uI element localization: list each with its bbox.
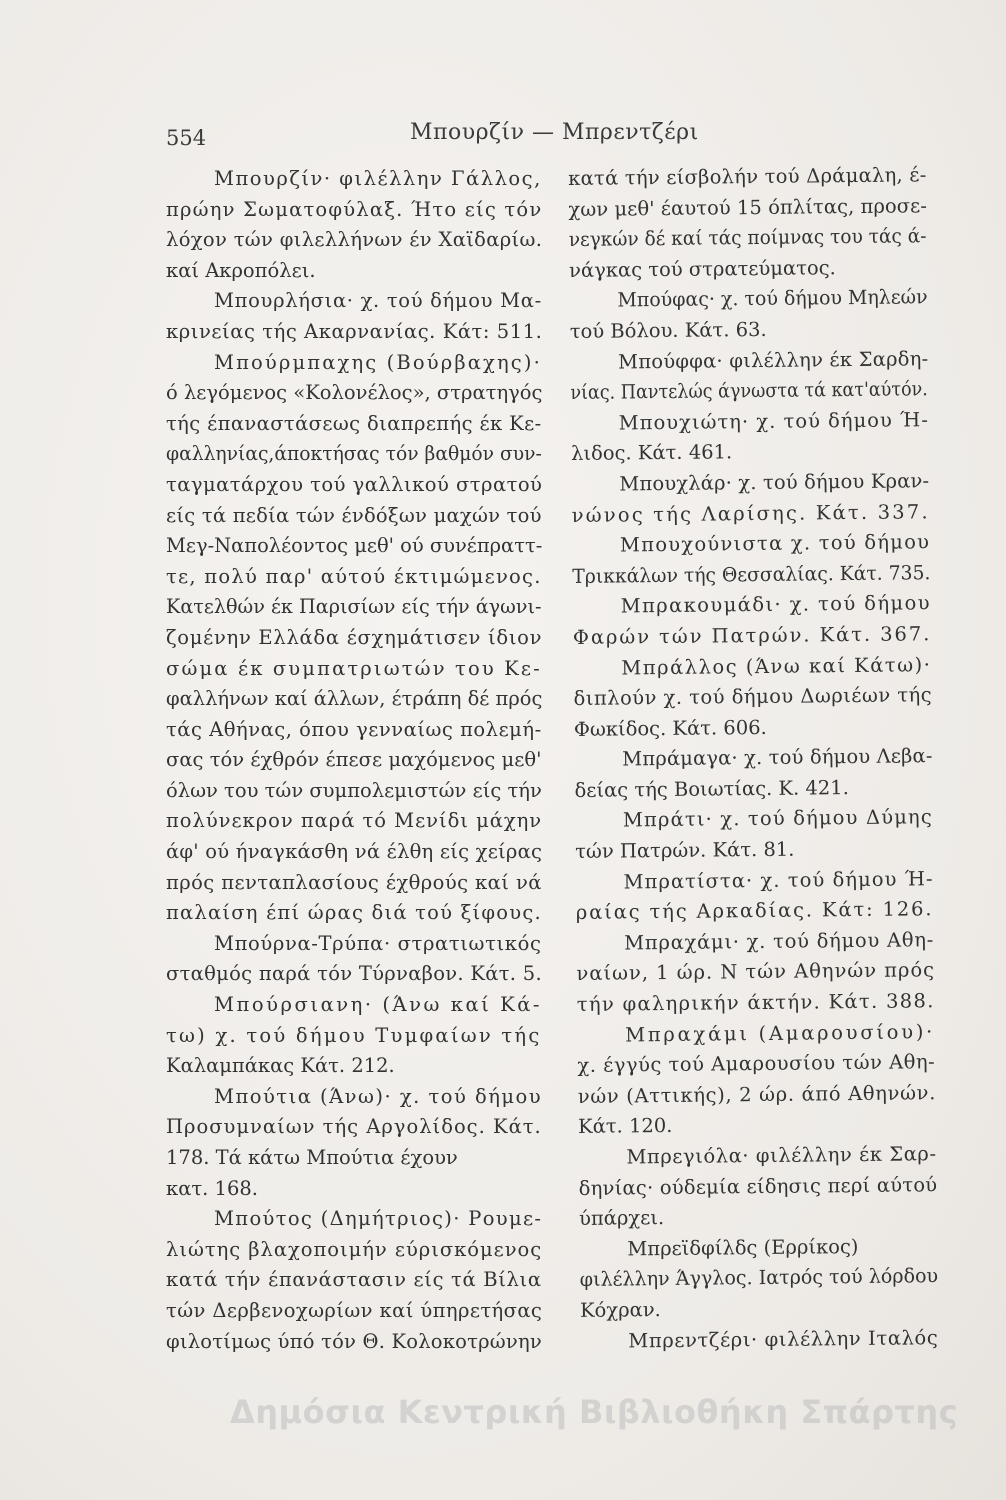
entry-headword-line: Μπούρνα-Τρύπα· στρατιωτικός <box>214 931 542 955</box>
text-line: παλαίση έπί ώρας διά τού ξίφους. <box>166 901 542 925</box>
text-line: ραίας τής Αρκαδίας. Κάτ: 126. <box>575 897 934 925</box>
text-line: Τρικκάλων τής Θεσσαλίας. Κάτ. 735. <box>572 560 931 588</box>
text-line: λιδος. Κάτ. 461. <box>570 440 733 466</box>
entry-headword-line: Μπραχάμι· χ. τού δήμου Αθη- <box>624 928 935 955</box>
entry-headword-line: Μπουρλήσια· χ. τού δήμου Μα- <box>214 289 542 313</box>
text-line: τω) χ. τού δήμου Τυμφαίων τής <box>166 1023 542 1047</box>
entry-headword-line: Μπουχούνιστα χ. τού δήμου <box>619 530 931 557</box>
text-line: Καλαμπάκας Κάτ. 212. <box>166 1054 395 1078</box>
text-line: λιώτης βλαχοποιμήν εύρισκόμενος <box>166 1237 543 1261</box>
text-line: φαλληνίας,άποκτήσας τόν βαθμόν συν- <box>166 442 542 466</box>
text-line: καί Ακροπόλει. <box>166 258 316 282</box>
entry-headword-line: Μπουρζίν· φιλέλλην Γάλλος, <box>214 167 542 190</box>
text-line: σταθμός παρά τόν Τύρναβον. Κάτ. 5. <box>166 962 542 986</box>
text-line: Προσυμναίων τής Αργολίδος. Κάτ. <box>166 1115 542 1139</box>
text-line: όλων του τών συμπολεμιστών είς τήν <box>166 778 542 802</box>
running-head: Μπουρζίν — Μπρεντζέρι <box>410 120 699 145</box>
entry-headword-line: Μπουχλάρ· χ. τού δήμου Κραν- <box>619 469 930 496</box>
text-line: σας τόν έχθρόν έπεσε μαχόμενος μεθ' <box>166 748 542 772</box>
text-line: κατά τήν είσβολήν τού Δράμαλη, έ- <box>568 163 927 190</box>
entry-headword-line: Μπούτια (Άνω)· χ. τού δήμου <box>214 1084 543 1108</box>
text-line: ταγματάρχου τού γαλλικού στρατού <box>166 472 543 496</box>
text-line: χων μεθ' έαυτού 15 όπλίτας, προσε- <box>568 193 928 221</box>
text-line: ζομένην Ελλάδα έσχημάτισεν ίδιον <box>166 625 543 649</box>
entry-headword-line: Μπράτι· χ. τού δήμου Δύμης <box>622 805 934 832</box>
text-line: πολύνεκρον παρά τό Μενίδι μάχην <box>166 809 543 833</box>
text-line: πρώην Σωματοφύλαξ. Ήτο είς τόν <box>166 197 543 221</box>
text-line: είς τά πεδία τών ένδόξων μαχών τού <box>166 503 542 527</box>
text-line: Φαρών τών Πατρών. Κάτ. 367. <box>572 622 932 649</box>
text-line: τήν φαληρικήν άκτήν. Κάτ. 388. <box>576 989 935 1016</box>
text-line: διπλούν χ. τού δήμου Δωριέων τής <box>573 683 933 711</box>
entry-headword-line: Μπρατίστα· χ. τού δήμου Ή- <box>623 866 934 894</box>
text-line: δείας τής Βοιωτίας. Κ. 421. <box>574 775 849 802</box>
entry-headword-line: Μπρακουμάδι· χ. τού δήμου <box>620 591 932 618</box>
entry-headword-line: Μπούφας· χ. τού δήμου Μηλεών <box>617 285 928 312</box>
page-header <box>166 120 946 156</box>
text-line: κατ. 168. <box>166 1176 258 1200</box>
entry-headword-line: Μπούφφα· φιλέλλην έκ Σαρδη- <box>617 346 929 374</box>
text-line: κρινείας τής Ακαρνανίας. Κάτ: 511. <box>166 319 543 343</box>
text-line: ναίων, 1 ώρ. Ν τών Αθηνών πρός <box>576 958 936 986</box>
text-line: άφ' ού ήναγκάσθη νά έλθη είς χείρας <box>166 840 543 864</box>
page-number: 554 <box>166 126 207 150</box>
text-line: Κόχραν. <box>579 1298 661 1322</box>
text-line: φιλοτίμως ύπό τόν Θ. Κολοκοτρώνην <box>166 1329 542 1353</box>
text-line: φιλέλλην Άγγλος. Ιατρός τού λόρδου <box>579 1264 939 1292</box>
left-text-column <box>166 164 542 1357</box>
text-line: νίας. Παντελώς άγνωστα τά κατ'αύτόν. <box>570 377 928 405</box>
text-line: νώνος τής Λαρίσης. Κάτ. 337. <box>571 499 930 527</box>
text-line: Κάτ. 120. <box>577 1114 673 1139</box>
entry-headword-line: Μπρεντζέρι· φιλέλλην Ιταλός <box>628 1325 939 1352</box>
text-line: ό λεγόμενος «Κολονέλος», στρατηγός <box>166 381 543 405</box>
text-line: λόχον τών φιλελλήνων έν Χαϊδαρίω. <box>166 228 543 252</box>
text-line: νεγκών δέ καί τάς ποίμνας του τάς ά- <box>568 224 927 252</box>
entry-headword-line: Μπούρσιανη· (Άνω καί Κά- <box>214 993 543 1017</box>
text-line: φαλλήνων καί άλλων, έτράπη δέ πρός <box>166 687 543 711</box>
text-line: τάς Αθήνας, όπου γενναίως πολεμή- <box>166 717 542 741</box>
text-line: σώμα έκ συμπατριωτών του Κε- <box>166 656 542 680</box>
text-line: τών Πατρών. Κάτ. 81. <box>575 837 795 864</box>
text-line: πρός πενταπλασίους έχθρούς καί νά <box>166 870 542 894</box>
text-line: ύπάρχει. <box>578 1206 665 1231</box>
text-line: 178. Τά κάτω Μπούτια έχουν <box>166 1146 458 1169</box>
text-line: τού Βόλου. Κάτ. 63. <box>569 317 767 343</box>
text-line: νάγκας τού στρατεύματος. <box>568 255 836 282</box>
text-line: νών (Αττικής), 2 ώρ. άπό Αθηνών. <box>577 1081 937 1108</box>
text-line: κατά τήν έπανάστασιν είς τά Βίλια <box>166 1268 542 1292</box>
text-line: τε, πολύ παρ' αύτού έκτιμώμενος. <box>166 564 542 588</box>
entry-headword-line: Μπρεϊδφίλδς (Ερρίκος) <box>627 1234 859 1261</box>
text-line: Μεγ-Ναπολέοντος μεθ' ού συνέπραττ- <box>166 534 543 558</box>
entry-headword-line: Μπούρμπαχης (Βούρβαχης)· <box>214 350 542 374</box>
entry-headword-line: Μπούτος (Δημήτριος)· Ρουμε- <box>214 1207 543 1231</box>
entry-headword-line: Μπουχιώτη· χ. τού δήμου Ή- <box>618 407 929 435</box>
text-line: χ. έγγύς τού Αμαρουσίου τών Αθη- <box>577 1050 936 1078</box>
text-line: Φωκίδος. Κάτ. 606. <box>573 715 767 741</box>
entry-headword-line: Μπράλλος (Άνω καί Κάτω)· <box>621 652 932 679</box>
entry-headword-line: Μπραχάμι (Αμαρουσίου)· <box>624 1019 936 1047</box>
text-line: Κατελθών έκ Παρισίων είς τήν άγωνι- <box>166 595 542 619</box>
right-text-column <box>568 160 938 1357</box>
entry-headword-line: Μπράμαγα· χ. τού δήμου Λεβα- <box>622 744 933 771</box>
text-line: τής έπαναστάσεως διαπρεπής έκ Κε- <box>166 411 542 435</box>
text-line: τών Δερβενοχωρίων καί ύπηρετήσας <box>166 1298 543 1322</box>
entry-headword-line: Μπρεγιόλα· φιλέλλην έκ Σαρ- <box>626 1142 937 1169</box>
text-line: δηνίας· ούδεμία είδησις περί αύτού <box>578 1172 938 1200</box>
library-watermark: Δημόσια Κεντρική Βιβλιοθήκη Σπάρτης <box>230 1393 959 1431</box>
